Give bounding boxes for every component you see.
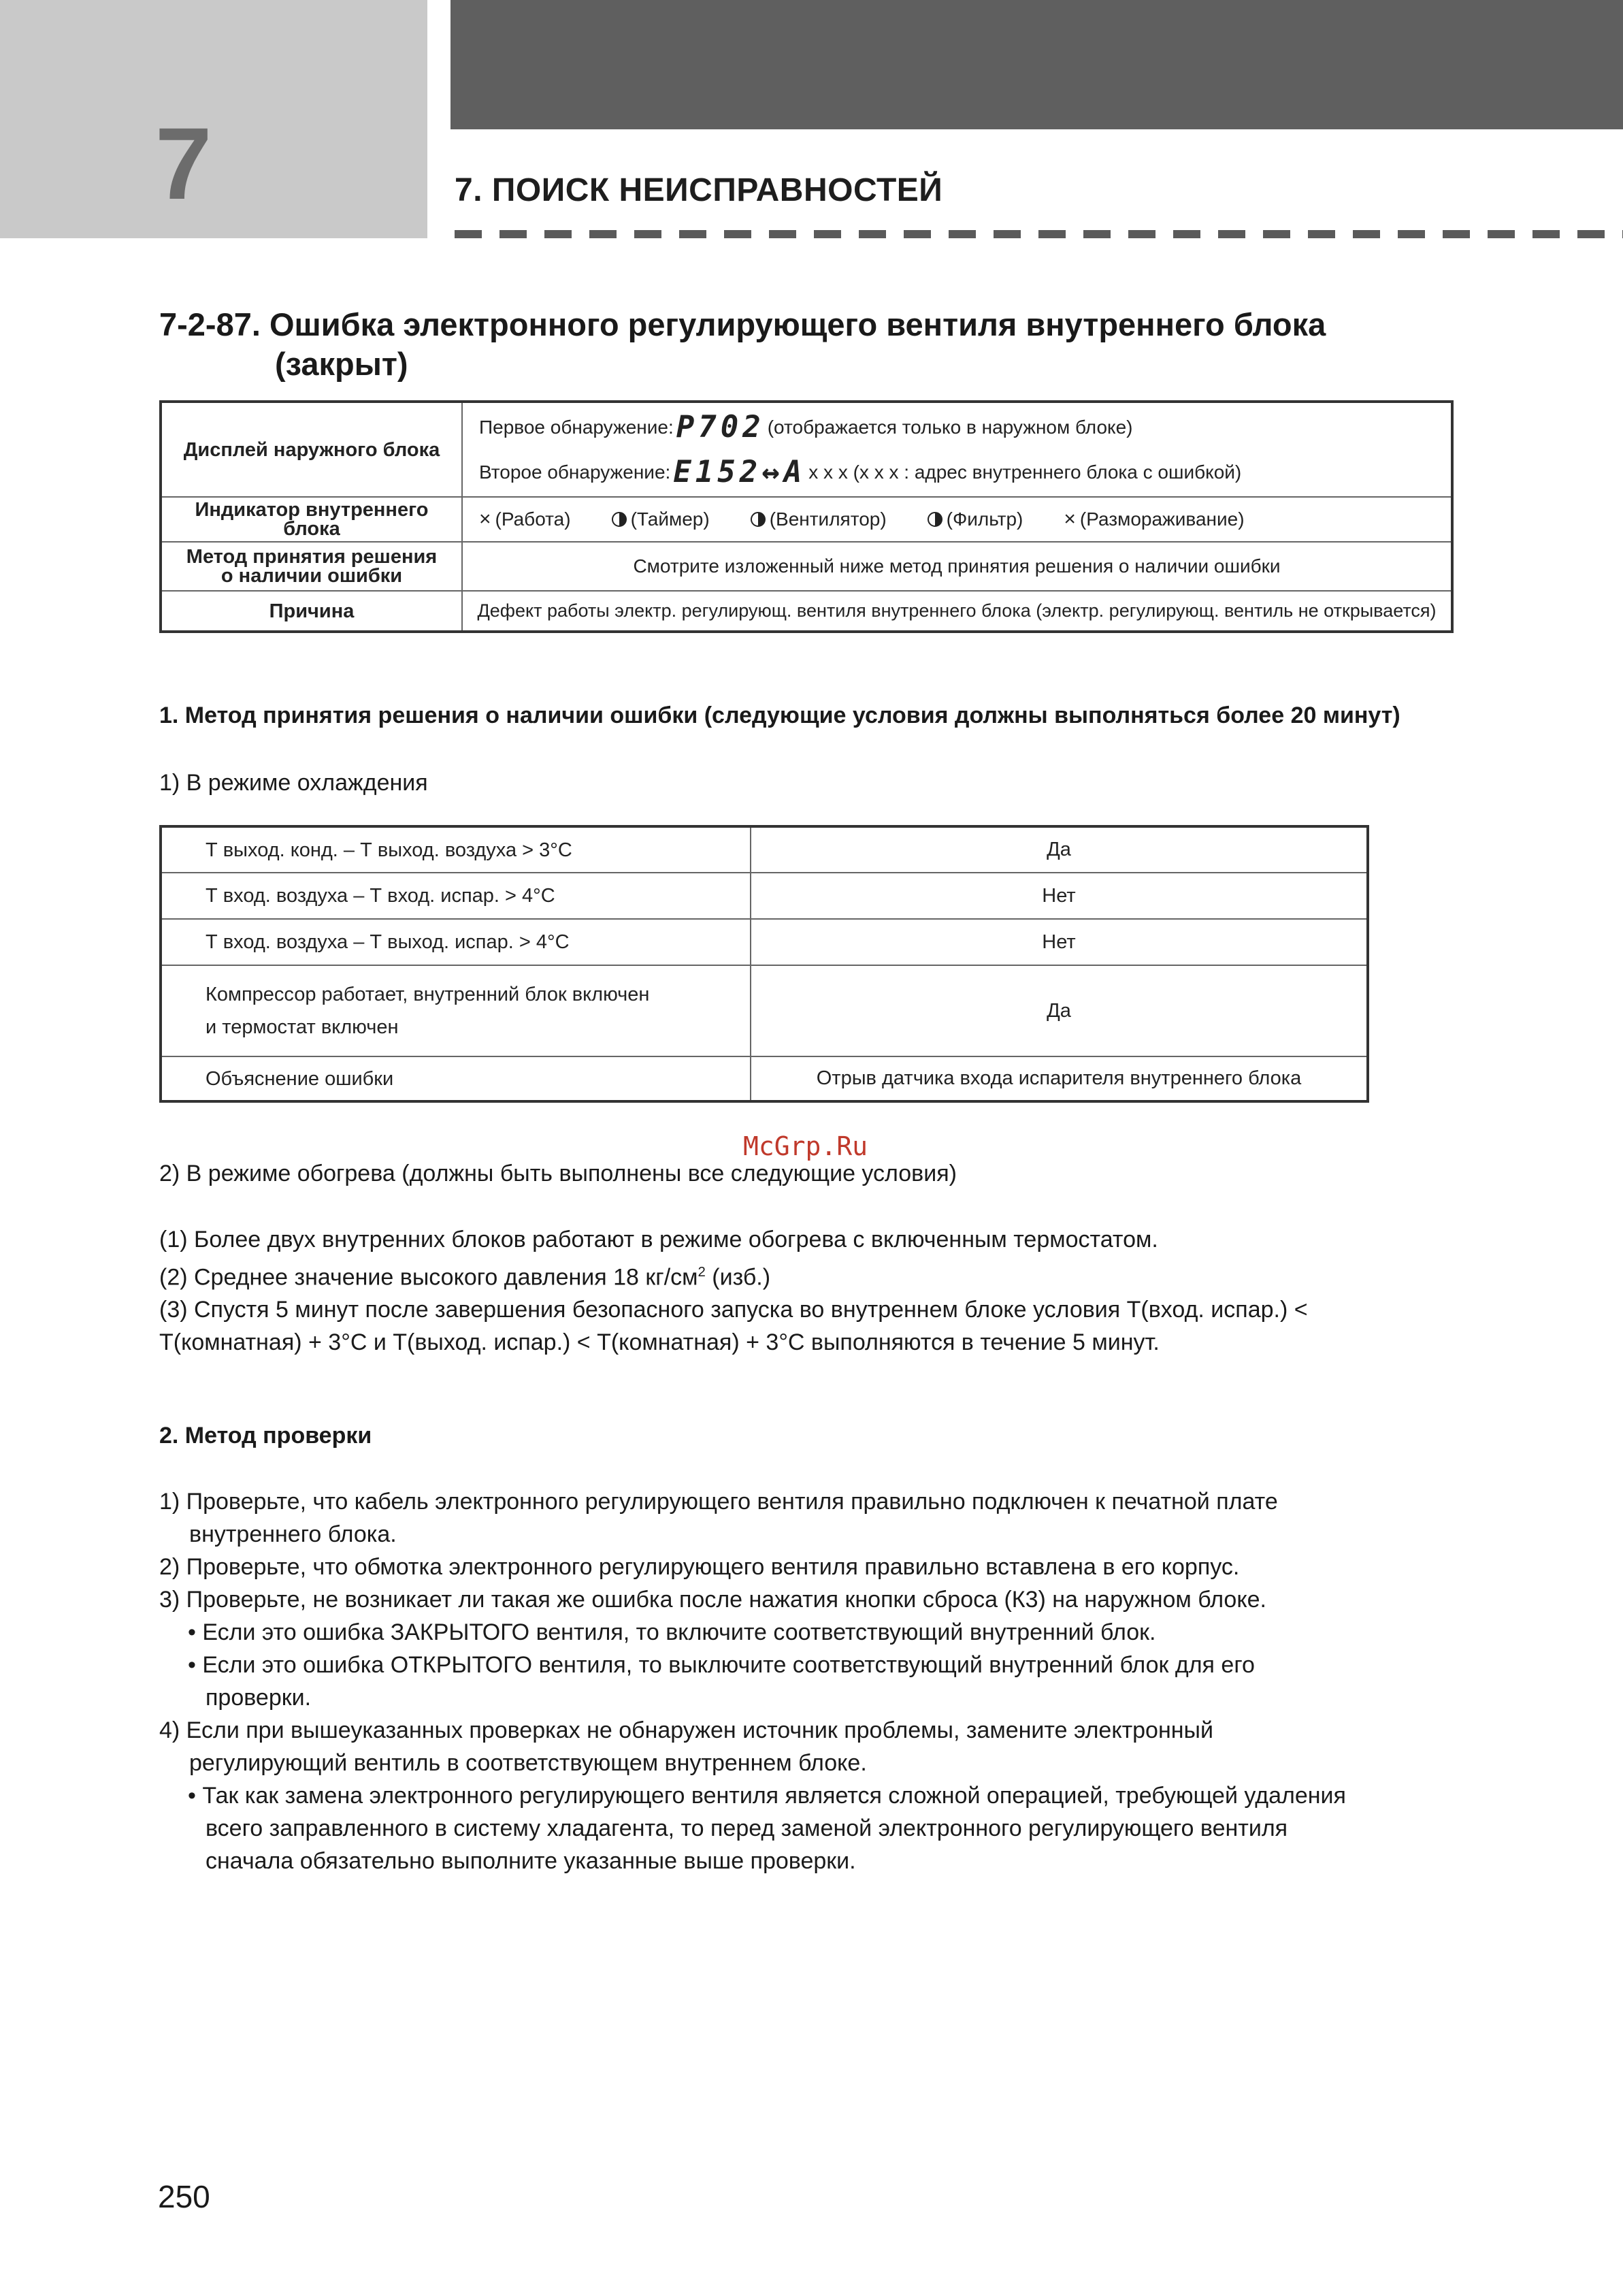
cooling-mode-label: 1) В режиме охлаждения [159, 770, 428, 796]
chapter-tab [0, 0, 427, 238]
first-detection [479, 405, 1435, 450]
check-steps [159, 1485, 1346, 1877]
watermark: McGrp.Ru [743, 1131, 868, 1161]
heating-condition-1: (1) Более двух внутренних блоков работают в режиме обогрева с включенным термостатом. [159, 1227, 1158, 1252]
table-row [161, 1056, 1368, 1101]
cross-icon: × [1064, 508, 1076, 530]
half-circle-icon [751, 512, 766, 527]
indicator-defrost: × (Размораживание) [1064, 508, 1245, 530]
condition-cell: Компрессор работает, внутренний блок включен и термостат включен [161, 965, 751, 1056]
indicator-value [462, 497, 1452, 542]
list-item: 4) Если при вышеуказанных проверках не обнаружен источник проблемы, замените электронный [159, 1717, 1213, 1743]
heating-condition-3: (3) Спустя 5 минут после завершения безопасного запуска во внутреннем блоке условия Т(вход. испар.) < [159, 1297, 1308, 1323]
indicator-operation: × (Работа) [479, 508, 571, 530]
bullet-item: • Если это ошибка ОТКРЫТОГО вентиля, то выключите соответствующий внутренний блок для его [188, 1652, 1255, 1678]
first-detection-label: Первое обнаружение: [479, 416, 674, 438]
bullet-item: • Если это ошибка ЗАКРЫТОГО вентиля, то включите соответствующий внутренний блок. [188, 1619, 1156, 1645]
section-title [159, 305, 1452, 384]
value-cell: Отрыв датчика входа испарителя внутреннего блока [751, 1056, 1368, 1101]
condition-cell: Т вход. воздуха – Т вход. испар. > 4°C [161, 873, 751, 919]
second-detection-note: x x x (x x x : адрес внутреннего блока с ошибкой) [808, 461, 1242, 483]
bullet-item: • Так как замена электронного регулирующего вентиля является сложной операцией, требующей удаления [188, 1783, 1346, 1809]
check-heading: 2. Метод проверки [159, 1423, 372, 1449]
method-value: Смотрите изложенный ниже метод принятия решения о наличии ошибки [462, 542, 1452, 591]
half-circle-icon [612, 512, 627, 527]
indicator-label: Индикатор внутреннего блока [161, 497, 462, 542]
table-row [161, 919, 1368, 965]
heating-condition-2: (2) Среднее значение высокого давления 18 $кг/см^2$ (изб.) [159, 1264, 771, 1291]
first-detection-code: P702 [676, 410, 765, 444]
value-cell: Нет [751, 919, 1368, 965]
list-item-cont: регулирующий вентиль в соответствующем внутреннем блоке. [189, 1750, 867, 1776]
chapter-title: 7. ПОИСК НЕИСПРАВНОСТЕЙ [455, 172, 943, 208]
half-circle-icon [928, 512, 942, 527]
indicator-timer: (Таймер) [612, 508, 710, 530]
table-row [161, 873, 1368, 919]
second-detection-code: E152↔A [673, 455, 806, 489]
indicator-filter: (Фильтр) [928, 508, 1023, 530]
value-cell: Нет [751, 873, 1368, 919]
condition-cell: Объяснение ошибки [161, 1056, 751, 1101]
bullet-item-cont: сначала обязательно выполните указанные выше проверки. [206, 1848, 856, 1874]
method-label: Метод принятия решения о наличии ошибки [161, 542, 462, 591]
method-heading: 1. Метод принятия решения о наличии ошибки (следующие условия должны выполняться более 20 минут) [159, 702, 1400, 728]
header-bar [450, 0, 1623, 129]
cooling-conditions-table [159, 825, 1369, 1103]
list-item: 3) Проверьте, не возникает ли такая же ошибка после нажатия кнопки сброса (К3) на наружном блоке. [159, 1587, 1266, 1613]
header-divider [455, 230, 1623, 238]
list-item: 1) Проверьте, что кабель электронного регулирующего вентиля правильно подключен к печатной плате [159, 1489, 1278, 1515]
value-cell: Да [751, 965, 1368, 1056]
display-label: Дисплей наружного блока [161, 402, 462, 497]
condition-cell: Т выход. конд. – Т выход. воздуха > 3°C [161, 826, 751, 873]
second-detection-label: Второе обнаружение: [479, 461, 671, 483]
error-info-table [159, 400, 1454, 633]
table-row [161, 826, 1368, 873]
table-row [161, 965, 1368, 1056]
bullet-item-cont: проверки. [206, 1685, 312, 1711]
cause-value: Дефект работы электр. регулирующ. вентиля внутреннего блока (электр. регулирующ. вентиль не открывается) [462, 591, 1452, 632]
bullet-item-cont: всего заправленного в систему хладагента, то перед заменой электронного регулирующего вентиля [206, 1815, 1288, 1841]
section-title-line1: 7-2-87. Ошибка электронного регулирующего вентиля внутреннего блока [159, 306, 1326, 342]
display-value [462, 402, 1452, 497]
section-title-line2: (закрыт) [275, 346, 408, 382]
heating-condition-3-cont: Т(комнатная) + 3°C и Т(выход. испар.) < Т(комнатная) + 3°C выполняются в течение 5 минут. [159, 1329, 1160, 1356]
heating-conditions [159, 1223, 1308, 1359]
value-cell: Да [751, 826, 1368, 873]
list-item-cont: внутреннего блока. [189, 1521, 397, 1547]
list-item: 2) Проверьте, что обмотка электронного регулирующего вентиля правильно вставлена в его корпус. [159, 1554, 1240, 1580]
chapter-number: 7 [155, 106, 212, 221]
heating-mode-label: 2) В режиме обогрева (должны быть выполнены все следующие условия) [159, 1161, 957, 1186]
condition-cell: Т вход. воздуха – Т выход. испар. > 4°C [161, 919, 751, 965]
page-number: 250 [158, 2179, 210, 2214]
first-detection-note: (отображается только в наружном блоке) [767, 416, 1133, 438]
cross-icon: × [479, 508, 491, 530]
cause-label: Причина [161, 591, 462, 632]
second-detection [479, 450, 1435, 495]
indicator-fan: (Вентилятор) [751, 508, 887, 530]
